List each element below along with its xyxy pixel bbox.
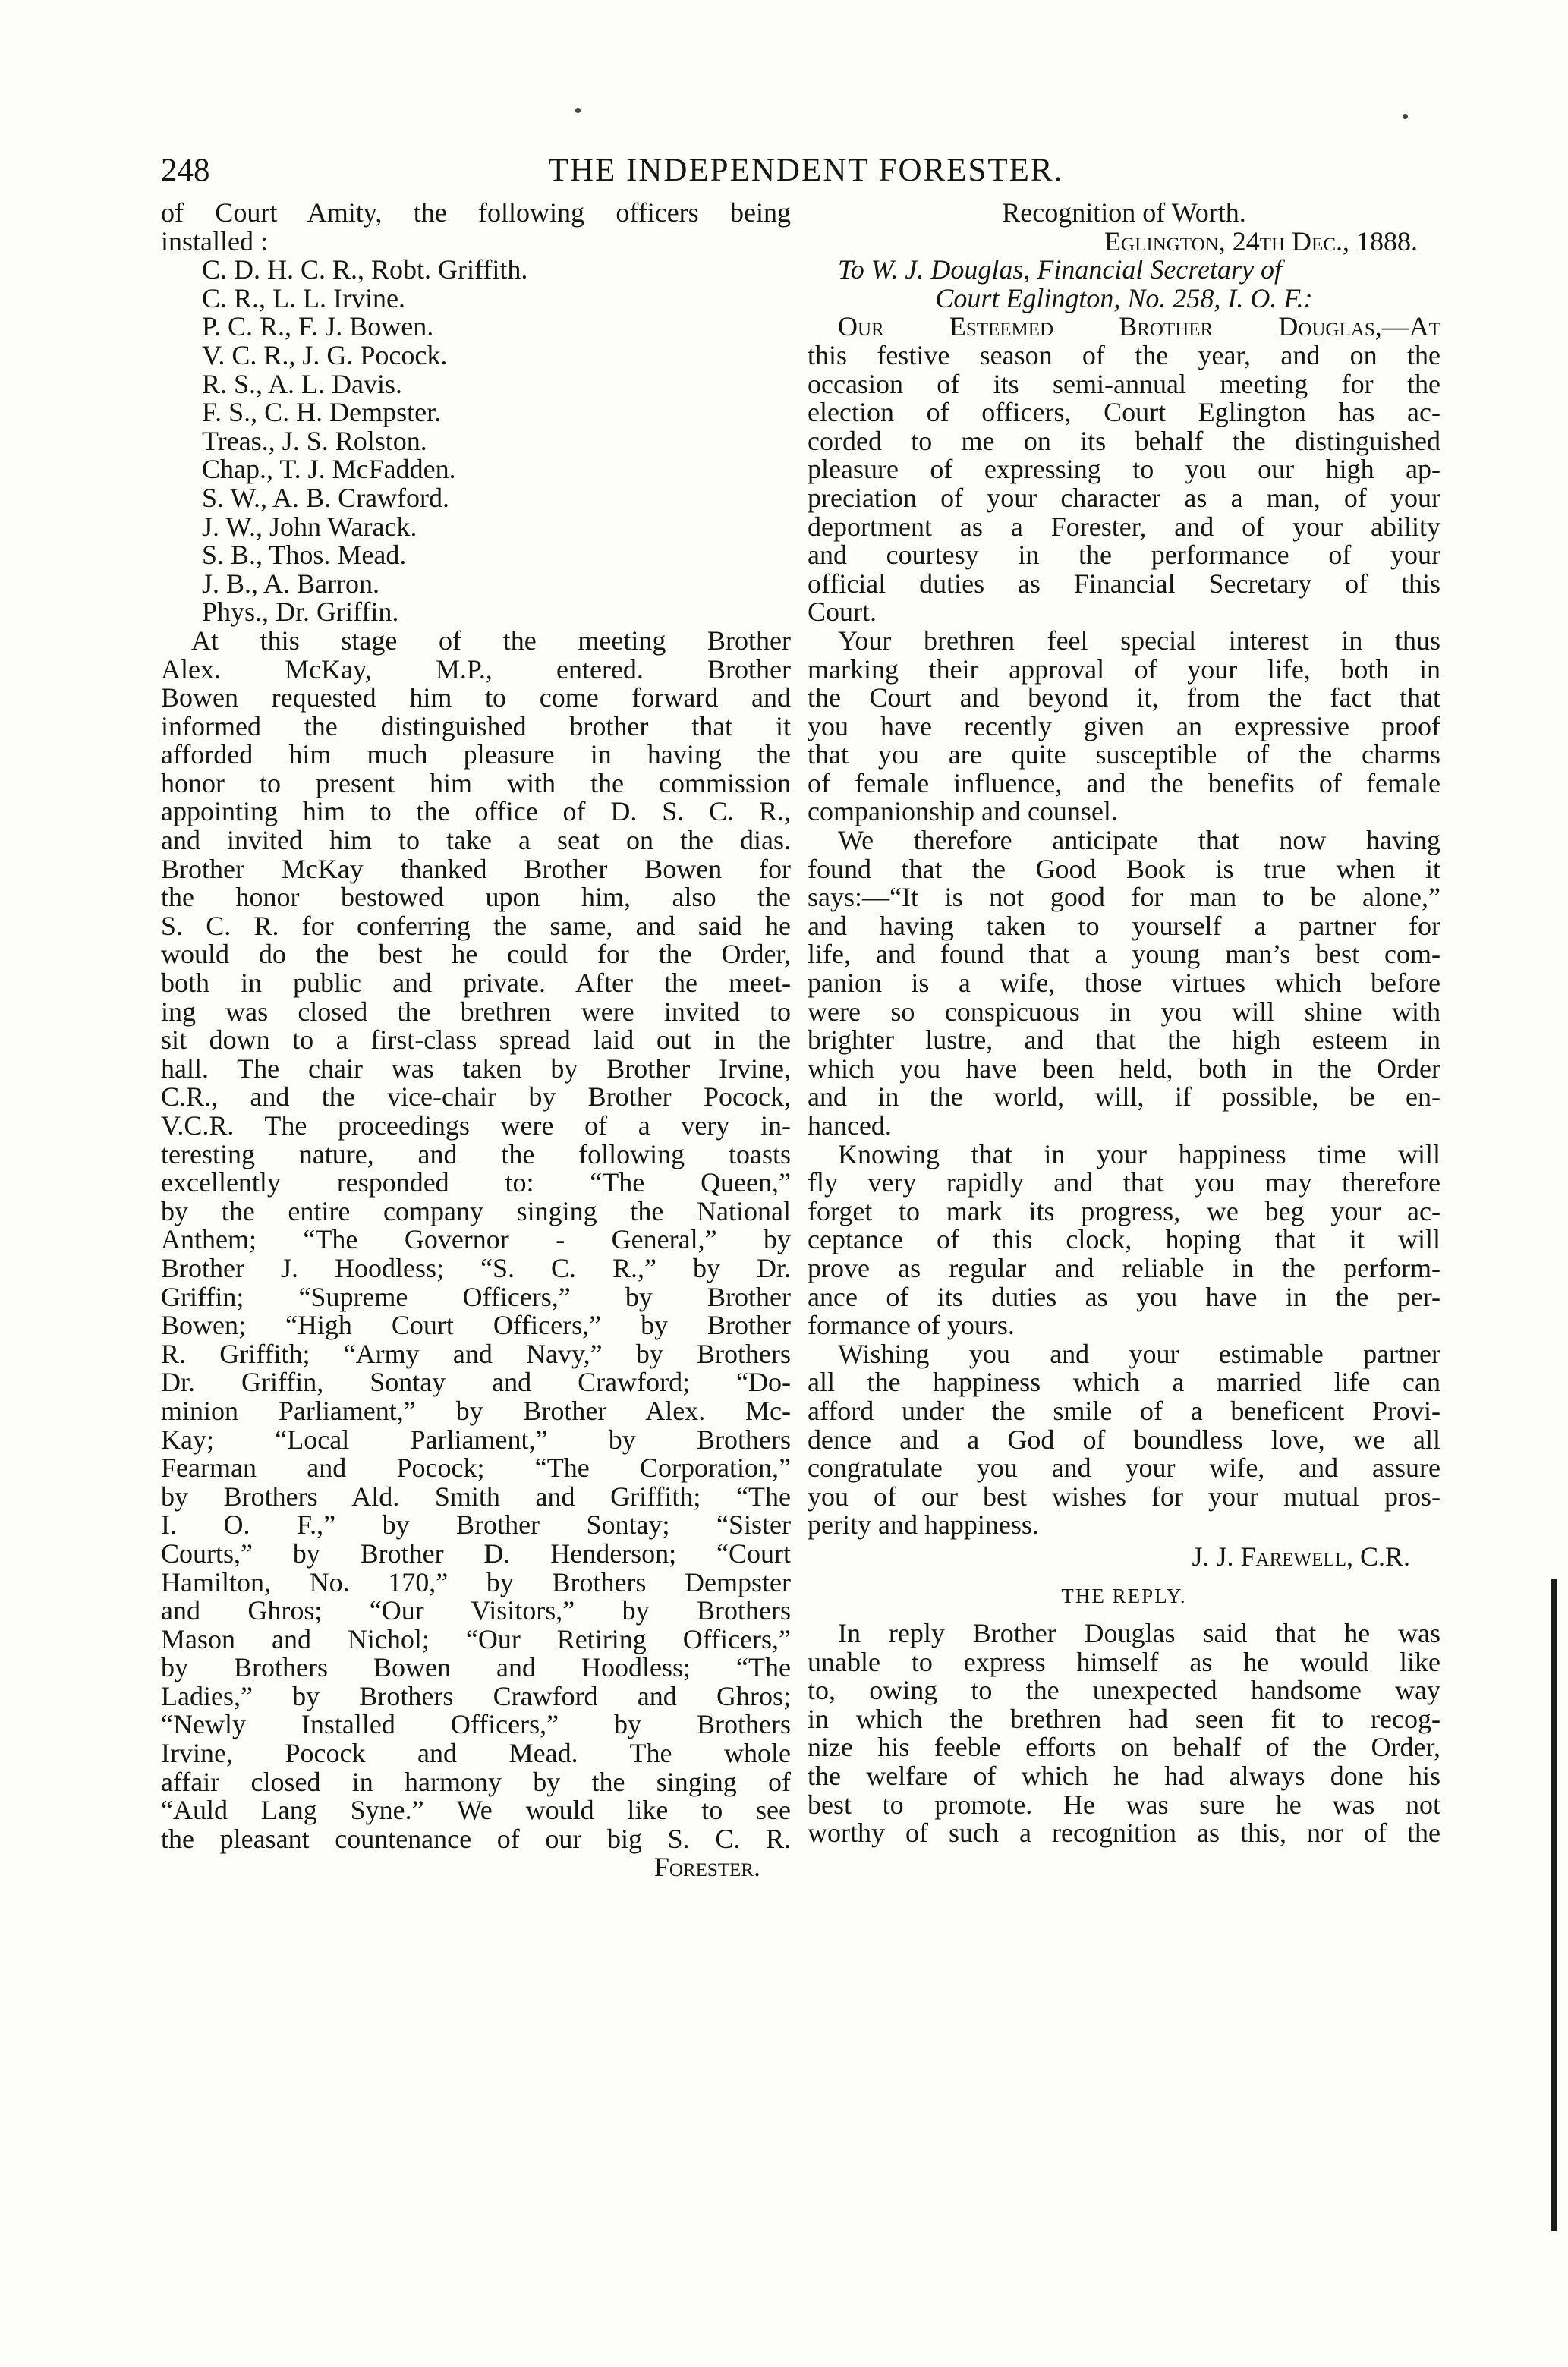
officer-entry: P. C. R., F. J. Bowen. bbox=[202, 311, 434, 342]
right-column bbox=[808, 199, 1440, 1848]
text-line: says:—“It is not good for man to be alone,” bbox=[808, 882, 1440, 913]
text-line: Hamilton, No. 170,” by Brothers Dempster bbox=[161, 1566, 791, 1597]
text-line: forget to mark its progress, we beg your ac- bbox=[808, 1195, 1440, 1226]
text-line: ceptance of this clock, hoping that it will bbox=[808, 1224, 1440, 1255]
text-line: “Auld Lang Syne.” We would like to see bbox=[161, 1795, 791, 1826]
text-line: Our Esteemed Brother Douglas,—At bbox=[838, 311, 1440, 342]
text-line: election of officers, Court Eglington has ac- bbox=[808, 397, 1440, 428]
text-line: Dr. Griffin, Sontay and Crawford; “Do- bbox=[161, 1367, 791, 1398]
article-heading: Recognition of Worth. bbox=[1002, 197, 1246, 228]
text-line: the Court and beyond it, from the fact that bbox=[808, 682, 1440, 713]
text-line: R. Griffith; “Army and Navy,” by Brothers bbox=[161, 1338, 791, 1369]
text-line: preciation of your character as a man, of your bbox=[808, 482, 1440, 513]
officer-entry: F. S., C. H. Dempster. bbox=[202, 397, 442, 428]
text-line: deportment as a Forester, and of your ability bbox=[808, 511, 1440, 542]
officer-entry: S. B., Thos. Mead. bbox=[202, 540, 407, 571]
text-line: ance of its duties as you have in the per- bbox=[808, 1281, 1440, 1312]
text-line: Brother J. Hoodless; “S. C. R.,” by Dr. bbox=[161, 1252, 791, 1283]
print-speck bbox=[1403, 114, 1408, 119]
text-line: teresting nature, and the following toasts bbox=[161, 1138, 791, 1169]
report-paragraph bbox=[161, 627, 791, 1854]
text-line: We therefore anticipate that now having bbox=[838, 825, 1440, 856]
text-line: ing was closed the brethren were invited to bbox=[161, 996, 791, 1027]
officer-entry: Treas., J. S. Rolston. bbox=[202, 425, 427, 456]
signature: J. J. Farewell, C.R. bbox=[1192, 1541, 1410, 1572]
text-line: and Ghros; “Our Visitors,” by Brothers bbox=[161, 1595, 791, 1626]
text-line: fly very rapidly and that you may therefore bbox=[808, 1167, 1440, 1198]
text-line: C.R., and the vice-chair by Brother Pocock, bbox=[161, 1081, 791, 1113]
text-line: Brother McKay thanked Brother Bowen for bbox=[161, 853, 791, 884]
dateline: Eglington, 24th Dec., 1888. bbox=[1104, 225, 1418, 257]
text-line: Bowen requested him to come forward and bbox=[161, 682, 791, 713]
text-line: Your brethren feel special interest in thus bbox=[838, 625, 1440, 656]
address-block bbox=[808, 256, 1440, 313]
text-line: Court. bbox=[808, 596, 877, 628]
text-line: of female influence, and the benefits of female bbox=[808, 767, 1440, 798]
text-line: Anthem; “The Governor - General,” by bbox=[161, 1224, 791, 1255]
text-line: sit down to a first-class spread laid out in the bbox=[161, 1025, 791, 1056]
text-line: all the happiness which a married life can bbox=[808, 1367, 1440, 1398]
text-line: Courts,” by Brother D. Henderson; “Court bbox=[161, 1538, 791, 1569]
text-line: brighter lustre, and that the high esteem in bbox=[808, 1025, 1440, 1056]
text-line: Griffin; “Supreme Officers,” by Brother bbox=[161, 1281, 791, 1312]
officer-list bbox=[161, 256, 791, 627]
text-line: marking their approval of your life, both in bbox=[808, 653, 1440, 685]
text-line: nize his feeble efforts on behalf of the Order, bbox=[808, 1732, 1440, 1763]
text-line: worthy of such a recognition as this, nor of the bbox=[808, 1818, 1440, 1849]
text-line: installed : bbox=[161, 225, 268, 257]
text-line: Mason and Nichol; “Our Retiring Officers,” bbox=[161, 1623, 791, 1654]
text-line: you of our best wishes for your mutual pros- bbox=[808, 1481, 1440, 1512]
text-line: perity and happiness. bbox=[808, 1509, 1039, 1541]
text-line: which you have been held, both in the Order bbox=[808, 1053, 1440, 1084]
officer-entry: R. S., A. L. Davis. bbox=[202, 368, 403, 399]
text-line: that you are quite susceptible of the charms bbox=[808, 739, 1440, 770]
text-line: “Newly Installed Officers,” by Brothers bbox=[161, 1709, 791, 1740]
text-line: Alex. McKay, M.P., entered. Brother bbox=[161, 653, 791, 685]
text-line: unable to express himself as he would like bbox=[808, 1646, 1440, 1677]
margin-bar bbox=[1551, 1579, 1557, 2231]
text-line: formance of yours. bbox=[808, 1310, 1015, 1341]
officer-entry: C. R., L. L. Irvine. bbox=[202, 282, 405, 313]
letter-paragraph bbox=[808, 826, 1440, 1141]
officer-entry: Phys., Dr. Griffin. bbox=[202, 596, 399, 628]
text-line: and courtesy in the performance of your bbox=[808, 540, 1440, 571]
text-line: the honor bestowed upon him, also the bbox=[161, 882, 791, 913]
text-line: At this stage of the meeting Brother bbox=[191, 625, 791, 656]
page-title: THE INDEPENDENT FORESTER. bbox=[548, 153, 1064, 188]
text-line: pleasure of expressing to you our high ap- bbox=[808, 454, 1440, 485]
text-line: congratulate you and your wife, and assure bbox=[808, 1453, 1440, 1484]
text-line: honor to present him with the commission bbox=[161, 767, 791, 798]
text-line: by the entire company singing the National bbox=[161, 1195, 791, 1226]
officer-entry: J. B., A. Barron. bbox=[202, 568, 379, 599]
text-line: S. C. R. for conferring the same, and said he bbox=[161, 910, 791, 941]
text-line: by Brothers Bowen and Hoodless; “The bbox=[161, 1652, 791, 1683]
text-line: the welfare of which he had always done his bbox=[808, 1761, 1440, 1792]
text-line: and invited him to take a seat on the dias. bbox=[161, 825, 791, 856]
letter-paragraph bbox=[808, 1340, 1440, 1540]
text-line: affair closed in harmony by the singing of bbox=[161, 1766, 791, 1797]
letter-paragraph bbox=[808, 1138, 1440, 1341]
text-line: afford under the smile of a beneficent Provi- bbox=[808, 1395, 1440, 1426]
text-line: Irvine, Pocock and Mead. The whole bbox=[161, 1738, 791, 1769]
text-line: minion Parliament,” by Brother Alex. Mc- bbox=[161, 1395, 791, 1426]
officer-entry: J. W., John Warack. bbox=[202, 511, 417, 542]
text-line: both in public and private. After the meet- bbox=[161, 968, 791, 999]
text-line: afforded him much pleasure in having the bbox=[161, 739, 791, 770]
text-line: Bowen; “High Court Officers,” by Brother bbox=[161, 1310, 791, 1341]
text-line: in which the brethren had seen fit to recog- bbox=[808, 1703, 1440, 1734]
text-line: hall. The chair was taken by Brother Irvine, bbox=[161, 1053, 791, 1084]
text-line: hanced. bbox=[808, 1110, 892, 1141]
text-line: found that the Good Book is true when it bbox=[808, 853, 1440, 884]
text-line: Wishing you and your estimable partner bbox=[838, 1338, 1440, 1369]
officer-entry: C. D. H. C. R., Robt. Griffith. bbox=[202, 254, 528, 285]
text-line: Ladies,” by Brothers Crawford and Ghros; bbox=[161, 1680, 791, 1711]
running-header bbox=[161, 152, 1451, 197]
text-line: and in the world, will, if possible, be en- bbox=[808, 1081, 1440, 1113]
text-line: excellently responded to: “The Queen,” bbox=[161, 1167, 791, 1198]
officer-entry: Chap., T. J. McFadden. bbox=[202, 454, 456, 485]
text-line: life, and found that a young man’s best com- bbox=[808, 939, 1440, 970]
text-line: companionship and counsel. bbox=[808, 796, 1118, 827]
text-line: occasion of its semi-annual meeting for the bbox=[808, 368, 1440, 399]
text-line: you have recently given an expressive proof bbox=[808, 710, 1440, 741]
text-line: to, owing to the unexpected handsome way bbox=[808, 1675, 1440, 1706]
text-line: by Brothers Ald. Smith and Griffith; “The bbox=[161, 1481, 791, 1512]
text-line: Knowing that in your happiness time will bbox=[838, 1138, 1440, 1169]
text-line: Kay; “Local Parliament,” by Brothers bbox=[161, 1424, 791, 1455]
text-line: prove as regular and reliable in the perform- bbox=[808, 1252, 1440, 1283]
text-line: and having taken to yourself a partner for bbox=[808, 910, 1440, 941]
text-line: I. O. F.,” by Brother Sontay; “Sister bbox=[161, 1509, 791, 1541]
letter-paragraph bbox=[808, 313, 1440, 627]
text-line: appointing him to the office of D. S. C. R., bbox=[161, 796, 791, 827]
text-line: informed the distinguished brother that it bbox=[161, 710, 791, 741]
reply-heading: THE REPLY. bbox=[1061, 1584, 1187, 1607]
letter-paragraph bbox=[808, 627, 1440, 826]
text-line: Court Eglington, No. 258, I. O. F.: bbox=[935, 282, 1313, 313]
reply-paragraph bbox=[808, 1619, 1440, 1848]
print-speck bbox=[575, 108, 581, 113]
intro-paragraph bbox=[161, 199, 791, 256]
officer-entry: S. W., A. B. Crawford. bbox=[202, 482, 450, 513]
text-line: best to promote. He was sure he was not bbox=[808, 1789, 1440, 1820]
officer-entry: V. C. R., J. G. Pocock. bbox=[202, 339, 448, 370]
text-line: of Court Amity, the following officers being bbox=[161, 197, 791, 228]
text-line: would do the best he could for the Order, bbox=[161, 939, 791, 970]
text-line: In reply Brother Douglas said that he was bbox=[838, 1618, 1440, 1649]
text-line: official duties as Financial Secretary of this bbox=[808, 568, 1440, 599]
text-line: dence and a God of boundless love, we all bbox=[808, 1424, 1440, 1455]
text-line: Fearman and Pocock; “The Corporation,” bbox=[161, 1453, 791, 1484]
signature: Forester. bbox=[653, 1852, 760, 1883]
text-line: To W. J. Douglas, Financial Secretary of bbox=[838, 254, 1282, 285]
text-line: corded to me on its behalf the distinguished bbox=[808, 425, 1440, 456]
text-line: the pleasant countenance of our big S. C. R. bbox=[161, 1823, 791, 1854]
text-line: this festive season of the year, and on the bbox=[808, 339, 1440, 370]
left-column bbox=[161, 199, 791, 1882]
page-number: 248 bbox=[161, 153, 210, 188]
text-line: V.C.R. The proceedings were of a very in- bbox=[161, 1110, 791, 1141]
text-line: were so conspicuous in you will shine with bbox=[808, 996, 1440, 1027]
text-line: panion is a wife, those virtues which before bbox=[808, 968, 1440, 999]
